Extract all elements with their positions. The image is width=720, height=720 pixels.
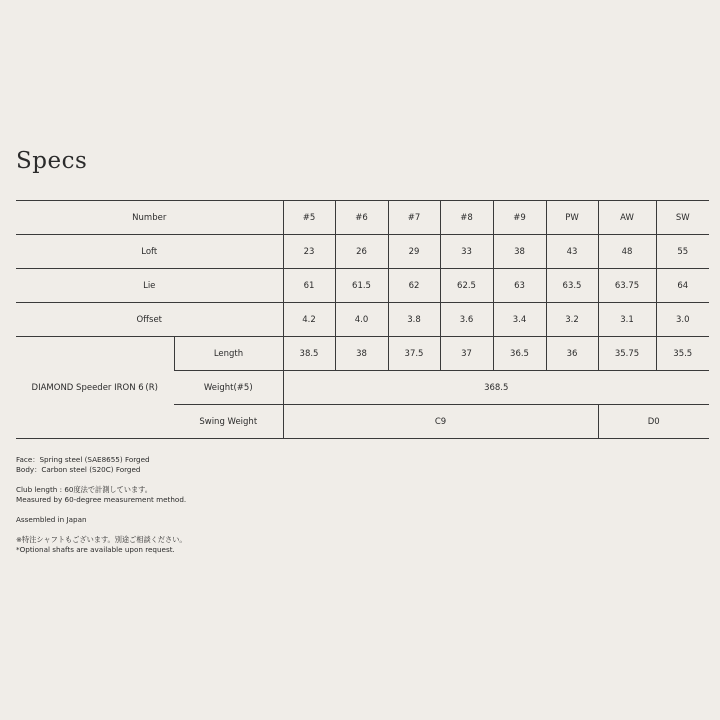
table-cell: 63 bbox=[493, 269, 546, 303]
note-face: Face：Spring steel (SAE8655) Forged bbox=[16, 455, 150, 464]
table-cell: 3.1 bbox=[598, 303, 656, 337]
header-row bbox=[16, 201, 709, 235]
row-label: Length bbox=[174, 337, 283, 371]
column-header: SW bbox=[656, 201, 709, 235]
table-cell: D0 bbox=[598, 405, 709, 439]
table-cell: 3.4 bbox=[493, 303, 546, 337]
table-cell: 61.5 bbox=[335, 269, 388, 303]
column-header: #7 bbox=[388, 201, 440, 235]
table-cell: 3.6 bbox=[440, 303, 493, 337]
table-cell: 38 bbox=[493, 235, 546, 269]
header-label: Number bbox=[16, 201, 283, 235]
table-cell: 3.2 bbox=[546, 303, 598, 337]
column-header: PW bbox=[546, 201, 598, 235]
table-cell: 3.0 bbox=[656, 303, 709, 337]
lie-row bbox=[16, 269, 709, 303]
note-club-length-en: Measured by 60-degree measurement method. bbox=[16, 495, 187, 504]
note-optional-en: *Optional shafts are available upon request. bbox=[16, 545, 175, 554]
table-cell: 43 bbox=[546, 235, 598, 269]
table-cell: 64 bbox=[656, 269, 709, 303]
row-label: Weight(#5) bbox=[174, 371, 283, 405]
table-cell: 63.5 bbox=[546, 269, 598, 303]
table-cell: 23 bbox=[283, 235, 335, 269]
table-cell: 36.5 bbox=[493, 337, 546, 371]
row-label: Loft bbox=[16, 235, 283, 269]
column-header: #8 bbox=[440, 201, 493, 235]
table-cell: 61 bbox=[283, 269, 335, 303]
row-label: Lie bbox=[16, 269, 283, 303]
column-header: #6 bbox=[335, 201, 388, 235]
note-assembled: Assembled in Japan bbox=[16, 515, 87, 524]
table-cell: 36 bbox=[546, 337, 598, 371]
note-body: Body：Carbon steel (S20C) Forged bbox=[16, 465, 141, 474]
row-label: Offset bbox=[16, 303, 283, 337]
table-cell: 368.5 bbox=[283, 371, 709, 405]
spec-notes bbox=[16, 455, 187, 555]
table-cell: 26 bbox=[335, 235, 388, 269]
specs-table bbox=[16, 200, 709, 439]
table-cell: 38 bbox=[335, 337, 388, 371]
note-club-length-jp: Club length : 60度法で計測しています。 bbox=[16, 485, 152, 494]
table-cell: C9 bbox=[283, 405, 598, 439]
offset-row bbox=[16, 303, 709, 337]
table-cell: 33 bbox=[440, 235, 493, 269]
table-cell: 3.8 bbox=[388, 303, 440, 337]
table-cell: 35.75 bbox=[598, 337, 656, 371]
table-cell: 37.5 bbox=[388, 337, 440, 371]
table-cell: 63.75 bbox=[598, 269, 656, 303]
page-title: Specs bbox=[16, 148, 88, 174]
table-cell: 35.5 bbox=[656, 337, 709, 371]
table-cell: 62.5 bbox=[440, 269, 493, 303]
column-header: AW bbox=[598, 201, 656, 235]
table-cell: 29 bbox=[388, 235, 440, 269]
column-header: #9 bbox=[493, 201, 546, 235]
table-cell: 38.5 bbox=[283, 337, 335, 371]
note-optional-jp: ※特注シャフトもございます。別途ご相談ください。 bbox=[16, 535, 187, 544]
table-cell: 4.0 bbox=[335, 303, 388, 337]
column-header: #5 bbox=[283, 201, 335, 235]
length-row bbox=[16, 337, 709, 371]
table-cell: 55 bbox=[656, 235, 709, 269]
table-cell: 62 bbox=[388, 269, 440, 303]
row-label: Swing Weight bbox=[174, 405, 283, 439]
loft-row bbox=[16, 235, 709, 269]
shaft-name: DIAMOND Speeder IRON 6 (R) bbox=[16, 337, 174, 439]
table-cell: 4.2 bbox=[283, 303, 335, 337]
table-cell: 37 bbox=[440, 337, 493, 371]
table-cell: 48 bbox=[598, 235, 656, 269]
